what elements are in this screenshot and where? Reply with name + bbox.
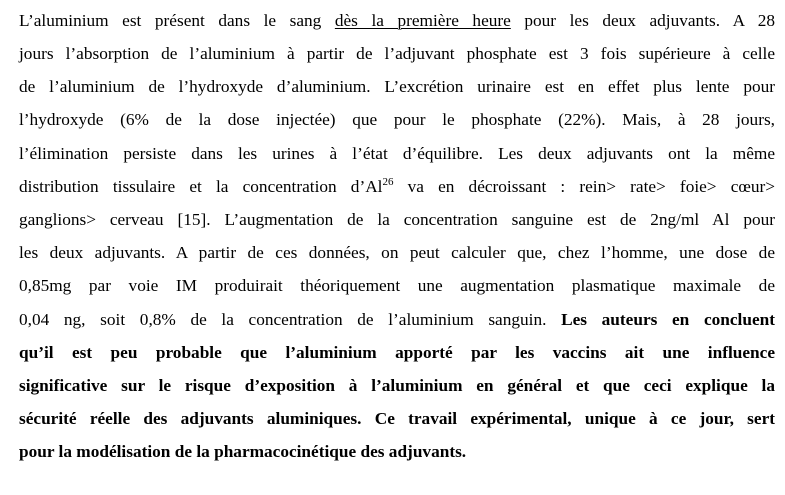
bold-text-line: sécurité réelle des adjuvants aluminiques. Ce travail expérimental, unique à ce jour, sert (19, 409, 775, 428)
bold-text-line: significative sur le risque d’exposition à l’aluminium en général et que ceci explique la (19, 376, 775, 395)
text-line: jours l’absorption de l’aluminium à partir de l’adjuvant phosphate est 3 fois supérieure à celle (19, 44, 775, 63)
text-line: ganglions> cerveau [15]. L’augmentation de la concentration sanguine est de 2ng/ml Al pour (19, 210, 775, 229)
bold-text-line: qu’il est peu probable que l’aluminium apporté par les vaccins ait une influence (19, 343, 775, 362)
bold-conclusion-start: Les auteurs en concluent (561, 310, 775, 329)
superscript: 26 (382, 176, 394, 188)
text-run: pour les deux adjuvants. A 28 (510, 11, 776, 30)
bold-text-line: pour la modélisation de la pharmacocinétique des adjuvants. (19, 442, 467, 461)
text-run: 0,04 ng, soit 0,8% de la concentration de l’aluminium sanguin. (19, 310, 562, 329)
text-line (19, 8, 775, 34)
text-run: va en décroissant : rein> rate> foie> cœur> (393, 177, 775, 196)
text-line (19, 307, 775, 333)
text-run: distribution tissulaire et la concentration d’Al (19, 177, 383, 196)
text-line (19, 174, 775, 200)
text-line: de l’aluminium de l’hydroxyde d’aluminium. L’excrétion urinaire est en effet plus lente pour (19, 77, 775, 96)
text-line: l’hydroxyde (6% de la dose injectée) que pour le phosphate (22%). Mais, à 28 jours, (19, 110, 775, 129)
text-line: 0,85mg par voie IM produirait théoriquement une augmentation plasmatique maximale de (19, 276, 775, 295)
text-line: les deux adjuvants. A partir de ces données, on peut calculer que, chez l’homme, une dose de (19, 243, 775, 262)
text-run: L’aluminium est présent dans le sang (19, 11, 335, 30)
underlined-phrase: dès la première heure (334, 11, 511, 30)
text-line: l’élimination persiste dans les urines à l’état d’équilibre. Les deux adjuvants ont la même (19, 144, 775, 163)
